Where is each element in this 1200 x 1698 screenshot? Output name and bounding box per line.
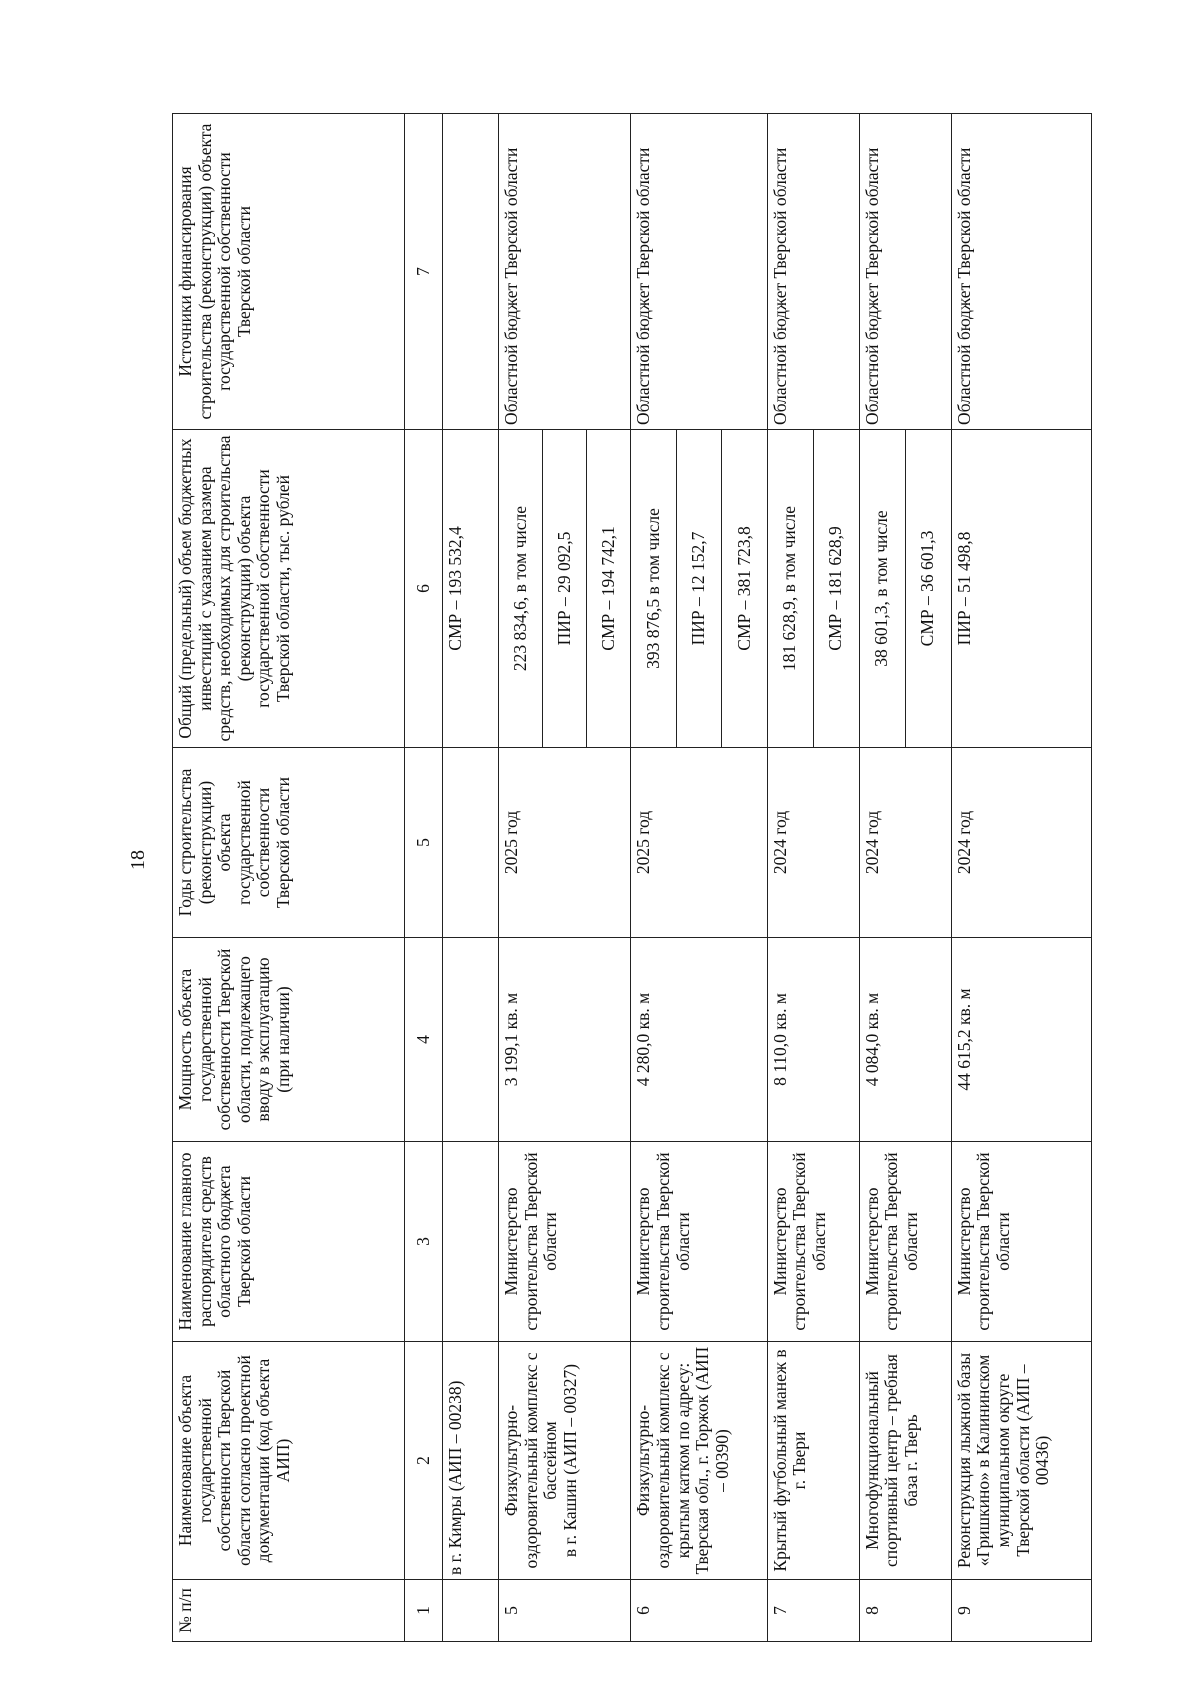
ministry-cell: Министерство строительства Тверской области (767, 1142, 859, 1342)
ministry-cell: Министерство строительства Тверской области (499, 1142, 631, 1342)
amount-pir: ПИР – 29 092,5 (543, 430, 587, 747)
year-cell: 2024 год (951, 748, 1091, 938)
amount-smr: СМР – 36 601,3 (917, 530, 938, 647)
col-number: 3 (405, 1142, 443, 1342)
amount-cell (767, 430, 859, 748)
capacity-cell: 4 280,0 кв. м (631, 938, 767, 1142)
year-cell: 2024 год (767, 748, 859, 938)
amount-smr: СМР – 181 628,9 (825, 526, 846, 651)
header-source: Источники финансирования строительства (реконструкции) объекта государственной собственности Тверской области (173, 114, 405, 430)
table-row (767, 114, 859, 1642)
ministry-cell (443, 1142, 499, 1342)
col-number: 6 (405, 430, 443, 748)
year-cell: 2024 год (859, 748, 951, 938)
amount-cell (499, 430, 631, 748)
amount-cell: СМР – 193 532,4 (443, 430, 499, 748)
object-name-line: в г. Кашин (АИП – 00327) (559, 1363, 580, 1558)
header-num: № п/п (173, 1580, 405, 1642)
source-cell: Областной бюджет Тверской области (499, 114, 631, 430)
row-num-cell: 8 (859, 1580, 951, 1642)
ministry-cell: Министерство строительства Тверской области (631, 1142, 767, 1342)
row-num-cell (443, 1580, 499, 1642)
table-row (859, 114, 951, 1642)
source-cell (443, 114, 499, 430)
object-name-cell: Реконструкция лыжной базы «Гришкино» в Калининском муниципальном округе Тверской области (АИП – 00436) (951, 1342, 1091, 1580)
page-number: 18 (127, 850, 149, 870)
object-name-line: Физкультурно-оздоровительный комплекс с бассейном (501, 1352, 561, 1569)
column-number-row (405, 114, 443, 1642)
rotated-table-container (172, 114, 1092, 1642)
header-row (173, 114, 405, 1642)
row-num-cell: 5 (499, 1580, 631, 1642)
row-num-cell: 6 (631, 1580, 767, 1642)
capacity-cell (443, 938, 499, 1142)
amount-total: 223 834,6, в том числе (499, 430, 542, 747)
header-years: Годы строительства (реконструкции) объекта государственной собственности Тверской области (173, 748, 405, 938)
object-name-cell: Физкультурно-оздоровительный комплекс с крытым катком по адресу: Тверская обл., г. Торжок (АИП – 00390) (631, 1342, 767, 1580)
amount-pir: ПИР – 12 152,7 (676, 430, 722, 747)
capacity-cell: 3 199,1 кв. м (499, 938, 631, 1142)
amount-cell: ПИР – 51 498,8 (951, 430, 1091, 748)
year-cell (443, 748, 499, 938)
source-cell: Областной бюджет Тверской области (859, 114, 951, 430)
table-row (951, 114, 1091, 1642)
source-cell: Областной бюджет Тверской области (631, 114, 767, 430)
col-number: 4 (405, 938, 443, 1142)
col-number: 7 (405, 114, 443, 430)
row-num-cell: 7 (767, 1580, 859, 1642)
amount-cell (631, 430, 767, 748)
investment-table (172, 113, 1092, 1642)
table-row (499, 114, 631, 1642)
header-object-name: Наименование объекта государственной собственности Тверской области согласно проектной документации (код объекта АИП) (173, 1342, 405, 1580)
amount-total: 393 876,5 в том числе (631, 430, 676, 747)
object-name-cell (499, 1342, 631, 1580)
col-number: 1 (405, 1580, 443, 1642)
header-investment: Общий (предельный) объем бюджетных инвестиций с указанием размера средств, необходимых для строительства (реконструкции) объекта государственной собственности Тверской области, тыс. рублей (173, 430, 405, 748)
amount-total: 181 628,9, в том числе (768, 430, 814, 747)
col-number: 5 (405, 748, 443, 938)
object-name-cell: в г. Кимры (АИП – 00238) (443, 1342, 499, 1580)
header-ministry: Наименование главного распорядителя средств областного бюджета Тверской области (173, 1142, 405, 1342)
ministry-cell: Министерство строительства Тверской области (951, 1142, 1091, 1342)
capacity-cell: 4 084,0 кв. м (859, 938, 951, 1142)
amount-total: 38 601,3, в том числе (860, 430, 906, 747)
object-name-cell: Многофункциональный спортивный центр – гребная база г. Тверь (859, 1342, 951, 1580)
capacity-cell: 8 110,0 кв. м (767, 938, 859, 1142)
header-capacity: Мощность объекта государственной собственности Тверской области, подлежащего вводу в эксплуатацию (при наличии) (173, 938, 405, 1142)
year-cell: 2025 год (631, 748, 767, 938)
table-row (631, 114, 767, 1642)
source-cell: Областной бюджет Тверской области (951, 114, 1091, 430)
capacity-cell: 44 615,2 кв. м (951, 938, 1091, 1142)
amount-smr: СМР – 194 742,1 (598, 526, 619, 651)
object-name-cell: Крытый футбольный манеж в г. Твери (767, 1342, 859, 1580)
row-num-cell: 9 (951, 1580, 1091, 1642)
col-number: 2 (405, 1342, 443, 1580)
amount-smr: СМР – 381 723,8 (733, 526, 754, 651)
amount-cell (859, 430, 951, 748)
table-row-continued (443, 114, 499, 1642)
source-cell: Областной бюджет Тверской области (767, 114, 859, 430)
year-cell: 2025 год (499, 748, 631, 938)
ministry-cell: Министерство строительства Тверской области (859, 1142, 951, 1342)
